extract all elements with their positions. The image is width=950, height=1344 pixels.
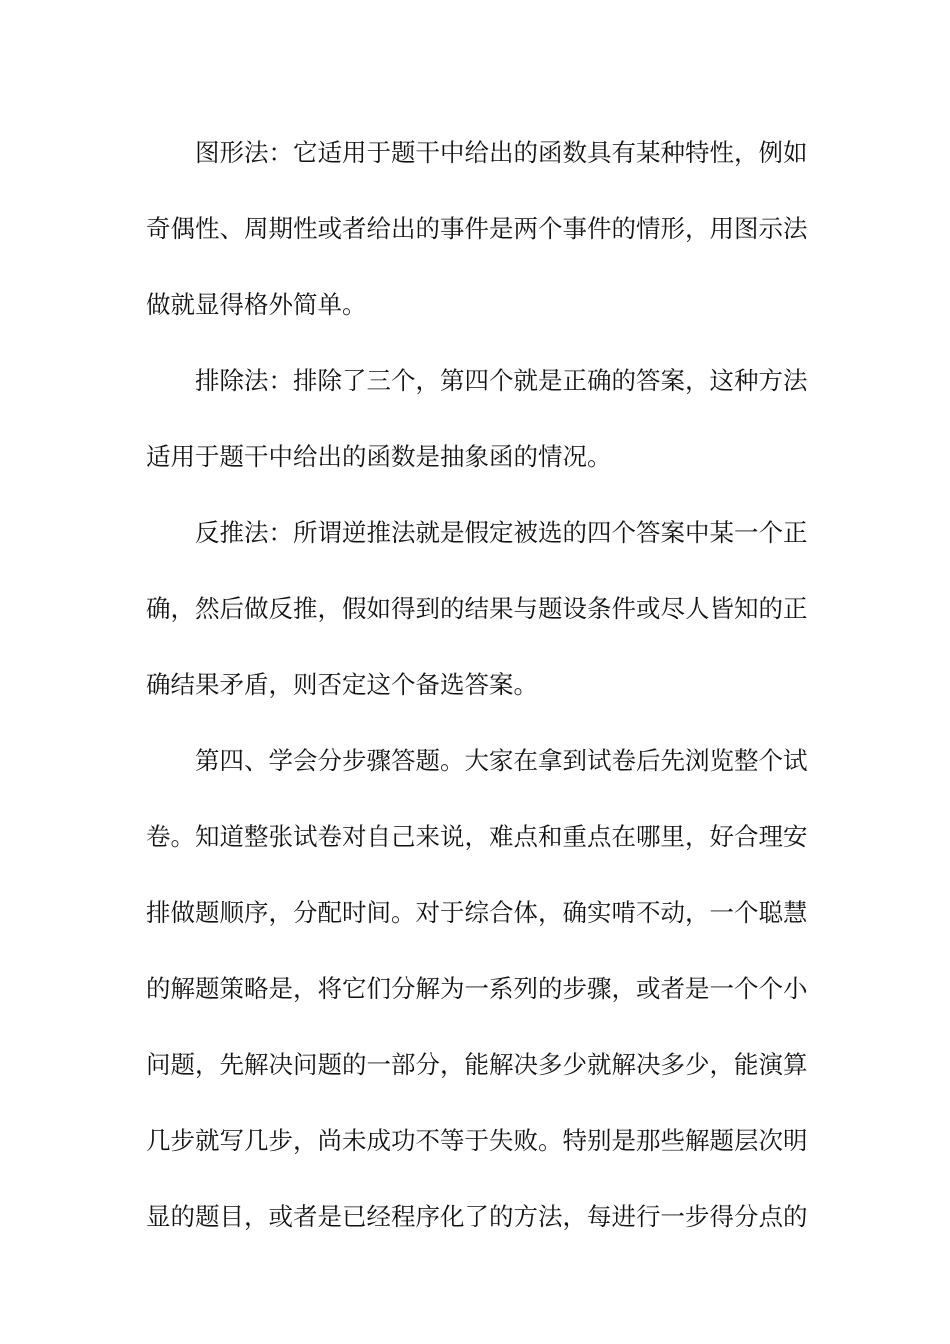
paragraph-2-line-2: 适用于题干中给出的函数是抽象函的情况。 [146,442,612,471]
paragraph-4-line-4: 的解题策略是，将它们分解为一系列的步骤，或者是一个个小 [146,974,808,1003]
paragraph-4-line-2: 卷。知道整张试卷对自己来说，难点和重点在哪里，好合理安 [146,822,808,851]
document-body [146,122,806,1262]
paragraph-3-line-3: 确结果矛盾，则否定这个备选答案。 [146,670,538,699]
paragraph-4-line-6: 几步就写几步，尚未成功不等于失败。特别是那些解题层次明 [146,1126,808,1155]
paragraph-2-line-1: 排除法：排除了三个，第四个就是正确的答案，这种方法 [195,366,808,395]
paragraph-4-line-7: 显的题目，或者是已经程序化了的方法，每进行一步得分点的 [146,1202,808,1231]
paragraph-3-line-2: 确，然后做反推，假如得到的结果与题设条件或尽人皆知的正 [146,594,808,623]
paragraph-4-line-3: 排做题顺序，分配时间。对于综合体，确实啃不动，一个聪慧 [146,898,808,927]
paragraph-4-line-5: 问题，先解决问题的一部分，能解决多少就解决多少，能演算 [146,1050,808,1079]
paragraph-4-line-1: 第四、学会分步骤答题。大家在拿到试卷后先浏览整个试 [195,746,808,775]
paragraph-3-line-1: 反推法：所谓逆推法就是假定被选的四个答案中某一个正 [195,518,808,547]
paragraph-1-line-2: 奇偶性、周期性或者给出的事件是两个事件的情形，用图示法 [146,214,808,243]
paragraph-1-line-3: 做就显得格外简单。 [146,290,367,319]
paragraph-1-line-1: 图形法：它适用于题干中给出的函数具有某种特性，例如 [195,138,808,167]
